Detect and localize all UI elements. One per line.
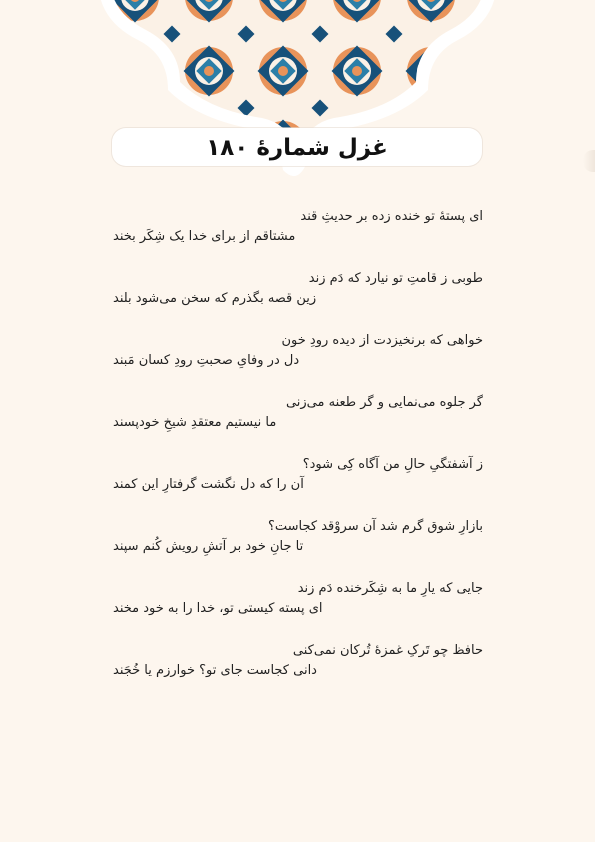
first-hemistich: جایی که یارِ ما به شِکَرخنده دَم زند [297, 581, 483, 596]
second-hemistich: دانی کجاست جای تو؟ خوارزم یا خُجَند [113, 663, 317, 678]
second-hemistich: ما نیستیم معتقدِ شیخِ خودپسند [113, 415, 277, 430]
second-hemistich: تا جانِ خود بر آتشِ رویش کُنم سپند [113, 539, 304, 554]
second-hemistich: مشتاقم از برای خدا یک شِکَر بخند [113, 229, 296, 244]
couplet [113, 638, 483, 700]
second-hemistich: ای پسته کیستی تو، خدا را به خود مخند [113, 601, 323, 616]
couplet [113, 328, 483, 390]
first-hemistich: خواهی که برنخیزدت از دیده رودِ خون [281, 333, 483, 348]
first-hemistich: ای پستهٔ تو خنده زده بر حدیثِ قند [300, 209, 483, 224]
couplet [113, 266, 483, 328]
couplet [113, 452, 483, 514]
couplet [113, 390, 483, 452]
couplet [113, 204, 483, 266]
first-hemistich: بازارِ شوق گرم شد آن سروْقد کجاست؟ [267, 519, 483, 534]
page-edge-decoration [583, 150, 595, 172]
first-hemistich: طوبی ز قامتِ تو نیارد که دَم زند [308, 271, 483, 286]
first-hemistich: گر جلوه می‌نمایی و گر طعنه می‌زنی [285, 395, 483, 410]
couplet [113, 514, 483, 576]
second-hemistich: زین قصه بگذرم که سخن می‌شود بلند [113, 291, 317, 306]
poem-title: غزل شمارهٔ ۱۸۰ [206, 135, 388, 161]
poem-body [113, 204, 483, 700]
couplet [113, 576, 483, 638]
first-hemistich: حافظ چو تَرکِ غمزهٔ تُرکان نمی‌کنی [292, 643, 483, 658]
first-hemistich: ز آشفتگیِ حالِ من آگاه کِی شود؟ [302, 457, 483, 472]
second-hemistich: دل در وفایِ صحبتِ رودِ کسان مَبند [113, 353, 300, 368]
second-hemistich: آن را که دل نگشت گرفتارِ این کمند [113, 477, 304, 492]
